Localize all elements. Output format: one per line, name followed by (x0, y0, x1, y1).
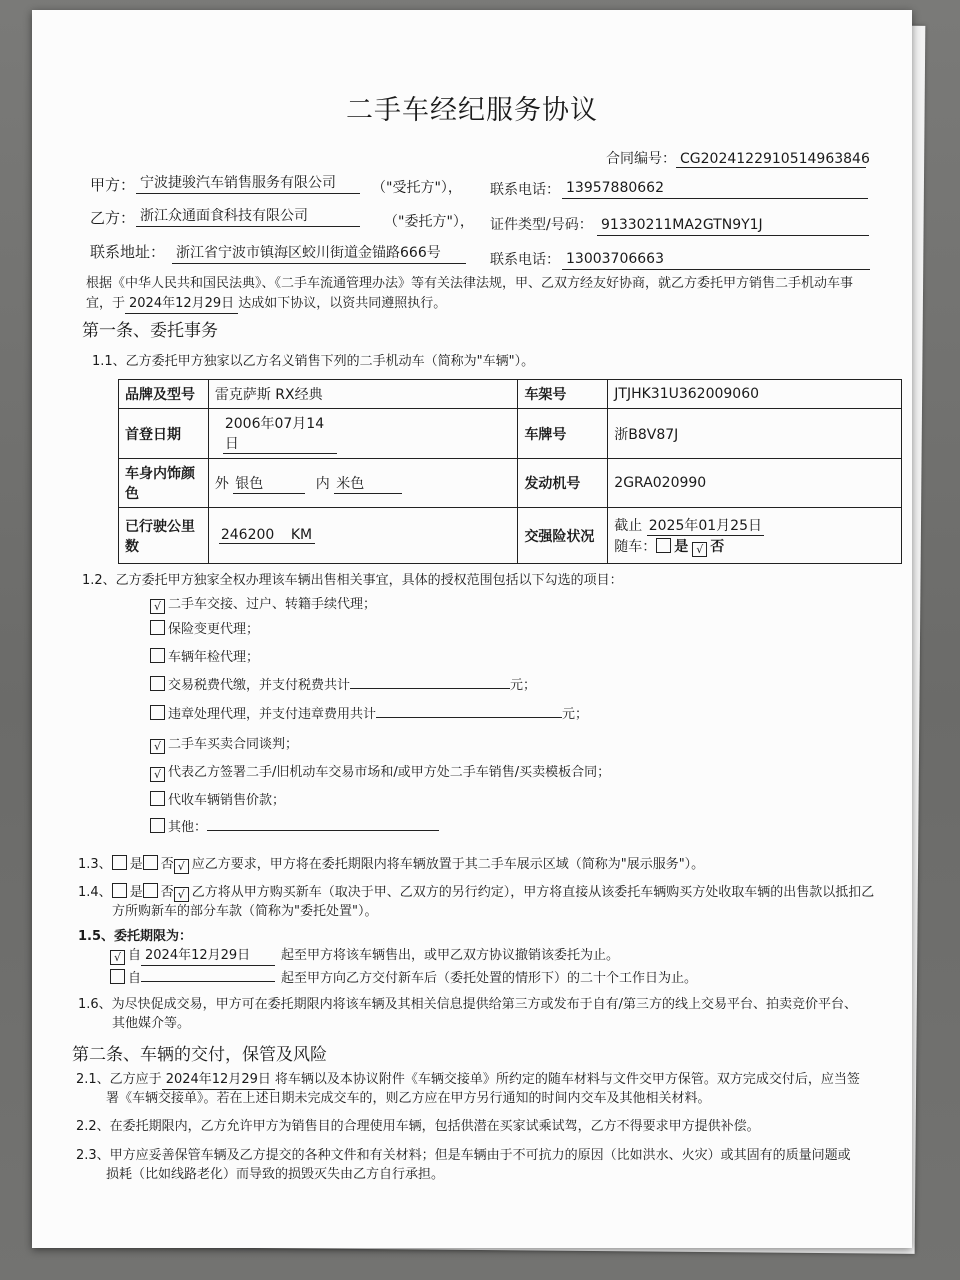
clause-2-2: 2.2、在委托期限内，乙方允许甲方为销售目的合理使用车辆，包括供潜在买家试乘试驾，乙方不得要求甲方提供补偿。 (76, 1119, 760, 1134)
article-1-heading: 第一条、委托事务 (82, 321, 218, 341)
registration-date-cell (208, 409, 518, 459)
clause-1-4-selected-checkbox: √ (174, 887, 189, 902)
interior-color: 米色 (334, 473, 402, 494)
address-label: 联系地址： (90, 243, 166, 261)
clause-1-3 (78, 855, 704, 874)
preamble-line-1: 根据《中华人民共和国民法典》、《二手车流通管理办法》等有关法律法规，甲、乙双方经友好协商，就乙方委托甲方销售二手机动车事 (86, 276, 854, 291)
party-a-phone: 13957880662 (562, 179, 868, 199)
term-option-2-blank (141, 967, 275, 982)
option-transfer-checkbox: √ (150, 599, 165, 614)
term-option-1 (110, 946, 619, 966)
party-b-id-label: 证件类型/号码： (490, 217, 593, 233)
tax-amount-blank (350, 674, 510, 689)
engine-label: 发动机号 (518, 459, 608, 508)
insurance-until-row (614, 515, 895, 536)
clause-1-4-no: 否 (160, 885, 174, 900)
color-label: 车身内饰颜色 (119, 459, 209, 508)
with-car-yes-checkbox (656, 538, 671, 553)
term-option-1-checkbox: √ (110, 950, 125, 965)
with-car-label: 随车： (614, 538, 657, 555)
address-value: 浙江省宁波市镇海区蛟川街道金锚路666号 (172, 244, 466, 264)
clause-2-1-text: 将车辆以及本协议附件《车辆交接单》所约定的随车材料与文件交甲方保管。双方完成交付后，应当签 (274, 1072, 860, 1087)
mileage-unit: KM (289, 527, 315, 544)
option-sign-contract-checkbox: √ (150, 767, 165, 782)
option-insurance (150, 618, 259, 637)
term-option-2-from: 自 (128, 971, 142, 986)
option-collect-payment-text: 代收车辆销售价款； (168, 793, 286, 808)
option-collect-payment-checkbox (150, 791, 165, 806)
vehicle-info-table (118, 379, 902, 564)
contract-number-row (606, 148, 870, 168)
clause-1-3-yes: 是 (129, 857, 143, 872)
plate-label: 车牌号 (518, 409, 608, 459)
clause-1-6-line-1: 1.6、为尽快促成交易，甲方可在委托期限内将该车辆及其相关信息提供给第三方或发布于自有/第三方的线上交易平台、拍卖竞价平台、 (78, 997, 858, 1012)
option-violation-suffix: 元； (562, 707, 589, 722)
option-tax-text: 交易税费代缴，并支付税费共计 (168, 678, 351, 693)
clause-1-4-number: 1.4、 (78, 885, 112, 900)
option-insurance-checkbox (150, 620, 165, 635)
preamble-line-2 (86, 294, 446, 314)
party-a-phone-label: 联系电话： (490, 182, 560, 198)
clause-1-4-line-2: 方所购新车的部分车款（简称为"委托处置"）。 (112, 904, 378, 919)
option-sign-contract-text: 代表乙方签署二手/旧机动车交易市场和/或甲方处二手车销售/买卖模板合同； (168, 765, 611, 780)
plate-value: 浙B8V87J (608, 409, 902, 459)
option-inspection-text: 车辆年检代理； (168, 650, 260, 665)
option-sign-contract (150, 761, 610, 782)
clause-1-5-heading: 1.5、委托期限为： (78, 929, 193, 944)
option-inspection (150, 646, 259, 665)
clause-2-1 (76, 1070, 906, 1090)
clause-1-3-no: 否 (160, 857, 174, 872)
registration-date-label: 首登日期 (119, 409, 209, 459)
option-negotiation-text: 二手车买卖合同谈判； (168, 737, 299, 752)
brand-label: 品牌及型号 (119, 380, 209, 409)
option-tax-checkbox (150, 676, 165, 691)
mileage-label: 已行驶公里数 (119, 508, 209, 564)
insurance-cell (608, 508, 902, 564)
party-a-name: 宁波捷骏汽车销售服务有限公司 (136, 174, 360, 194)
clause-1-4 (78, 883, 874, 902)
option-violation (150, 703, 588, 722)
option-insurance-text: 保险变更代理； (168, 622, 260, 637)
party-a-label: 甲方： (90, 176, 136, 194)
other-blank (207, 816, 439, 831)
clause-1-4-no-checkbox (143, 883, 158, 898)
term-option-1-from: 自 (128, 948, 142, 963)
option-other-checkbox (150, 818, 165, 833)
contract-number-label: 合同编号： (606, 151, 676, 167)
clause-1-1: 1.1、乙方委托甲方独家以乙方名义销售下列的二手机动车（简称为"车辆"）。 (92, 354, 535, 369)
exterior-color: 银色 (233, 473, 305, 494)
preamble-suffix: 达成如下协议，以资共同遵照执行。 (238, 296, 447, 311)
contract-page (32, 10, 912, 1248)
clause-1-4-text: 乙方将从甲方购买新车（取决于甲、乙双方的另行约定），甲方将直接从该委托车辆购买方处收取车辆的出售款以抵扣乙 (191, 885, 875, 900)
vin-value: JTJHK31U362009060 (608, 380, 902, 409)
engine-value: 2GRA020990 (608, 459, 902, 508)
party-b-phone: 13003706663 (562, 250, 870, 270)
article-2-heading: 第二条、车辆的交付，保管及风险 (72, 1045, 327, 1065)
option-negotiation (150, 733, 298, 754)
preamble-prefix: 宜，于 (86, 296, 126, 311)
color-cell (208, 459, 518, 508)
option-other (150, 816, 439, 835)
party-b-label: 乙方： (90, 209, 136, 227)
clause-1-3-no-checkbox (143, 855, 158, 870)
clause-1-4-yes-checkbox (112, 883, 127, 898)
interior-prefix: 内 (315, 475, 330, 492)
term-option-2 (110, 967, 697, 988)
vin-label: 车架号 (518, 380, 608, 409)
clause-2-3-line-2: 损耗（比如线路老化）而导致的损毁灭失由乙方自行承担。 (106, 1167, 445, 1182)
show-through-text (62, 62, 882, 80)
option-transfer (150, 593, 376, 614)
term-option-2-checkbox (110, 969, 125, 984)
option-collect-payment (150, 789, 285, 808)
party-b-id: 91330211MA2GTN9Y1J (597, 216, 869, 236)
term-option-1-text: 起至甲方将该车辆售出，或甲乙双方协议撤销该委托为止。 (281, 948, 620, 963)
option-violation-checkbox (150, 705, 165, 720)
contract-number-value: CG2024122910514963846 (676, 151, 866, 168)
agreement-date: 2024年12月29日 (125, 294, 238, 314)
mileage-value: 246200 (219, 527, 289, 544)
party-b-name: 浙江众通面食科技有限公司 (136, 207, 360, 227)
clause-2-3-line-1: 2.3、甲方应妥善保管车辆及乙方提交的各种文件和有关材料；但是车辆由于不可抗力的原因（比如洪水、火灾）或其固有的质量问题或 (76, 1148, 851, 1163)
term-option-2-text: 起至甲方向乙方交付新车后（委托处置的情形下）的二十个工作日为止。 (281, 971, 698, 986)
insurance-label: 交强险状况 (518, 508, 608, 564)
option-negotiation-checkbox: √ (150, 739, 165, 754)
clause-1-4-yes: 是 (129, 885, 143, 900)
exterior-prefix: 外 (214, 475, 229, 492)
violation-amount-blank (376, 703, 562, 718)
option-tax (150, 674, 536, 693)
option-transfer-text: 二手车交接、过户、转籍手续代理； (168, 597, 377, 612)
clause-1-3-selected-checkbox: √ (174, 859, 189, 874)
brand-value: 雷克萨斯 RX经典 (208, 380, 518, 409)
clause-1-2: 1.2、乙方委托甲方独家全权办理该车辆出售相关事宜，具体的授权范围包括以下勾选的项目： (82, 573, 623, 588)
clause-1-3-number: 1.3、 (78, 857, 112, 872)
term-start-date: 2024年12月29日 (141, 946, 275, 966)
handover-date: 2024年12月29日 (162, 1070, 275, 1090)
insurance-until-date: 2025年01月25日 (647, 515, 764, 536)
with-car-no-checkbox: √ (692, 542, 707, 557)
with-car-yes-label: 是 (674, 538, 689, 555)
option-other-text: 其他： (168, 820, 208, 835)
with-car-no-label: 否 (710, 538, 725, 555)
option-violation-text: 违章处理代理，并支付违章费用共计 (168, 707, 377, 722)
document-title: 二手车经纪服务协议 (346, 95, 598, 126)
mileage-cell (208, 508, 518, 564)
party-b-role: （"委托方"）， (384, 214, 474, 230)
party-a-role: （"受托方"）， (372, 180, 462, 196)
insurance-until-label: 截止 (614, 517, 643, 534)
clause-2-1-line-2: 署《车辆交接单》。若在上述日期未完成交车的，则乙方应在甲方另行通知的时间内交车及其他相关材料。 (106, 1091, 711, 1106)
registration-date-value: 2006年07月14日 (223, 413, 337, 454)
clause-1-3-text: 应乙方要求，甲方将在委托期限内将车辆放置于其二手车展示区域（简称为"展示服务"）。 (191, 857, 705, 872)
insurance-with-car-row (614, 536, 895, 557)
clause-2-1-prefix: 2.1、乙方应于 (76, 1072, 162, 1087)
clause-1-3-yes-checkbox (112, 855, 127, 870)
clause-1-6-line-2: 其他媒介等。 (112, 1016, 191, 1031)
party-b-phone-label: 联系电话： (490, 252, 560, 268)
option-tax-suffix: 元； (510, 678, 537, 693)
option-inspection-checkbox (150, 648, 165, 663)
